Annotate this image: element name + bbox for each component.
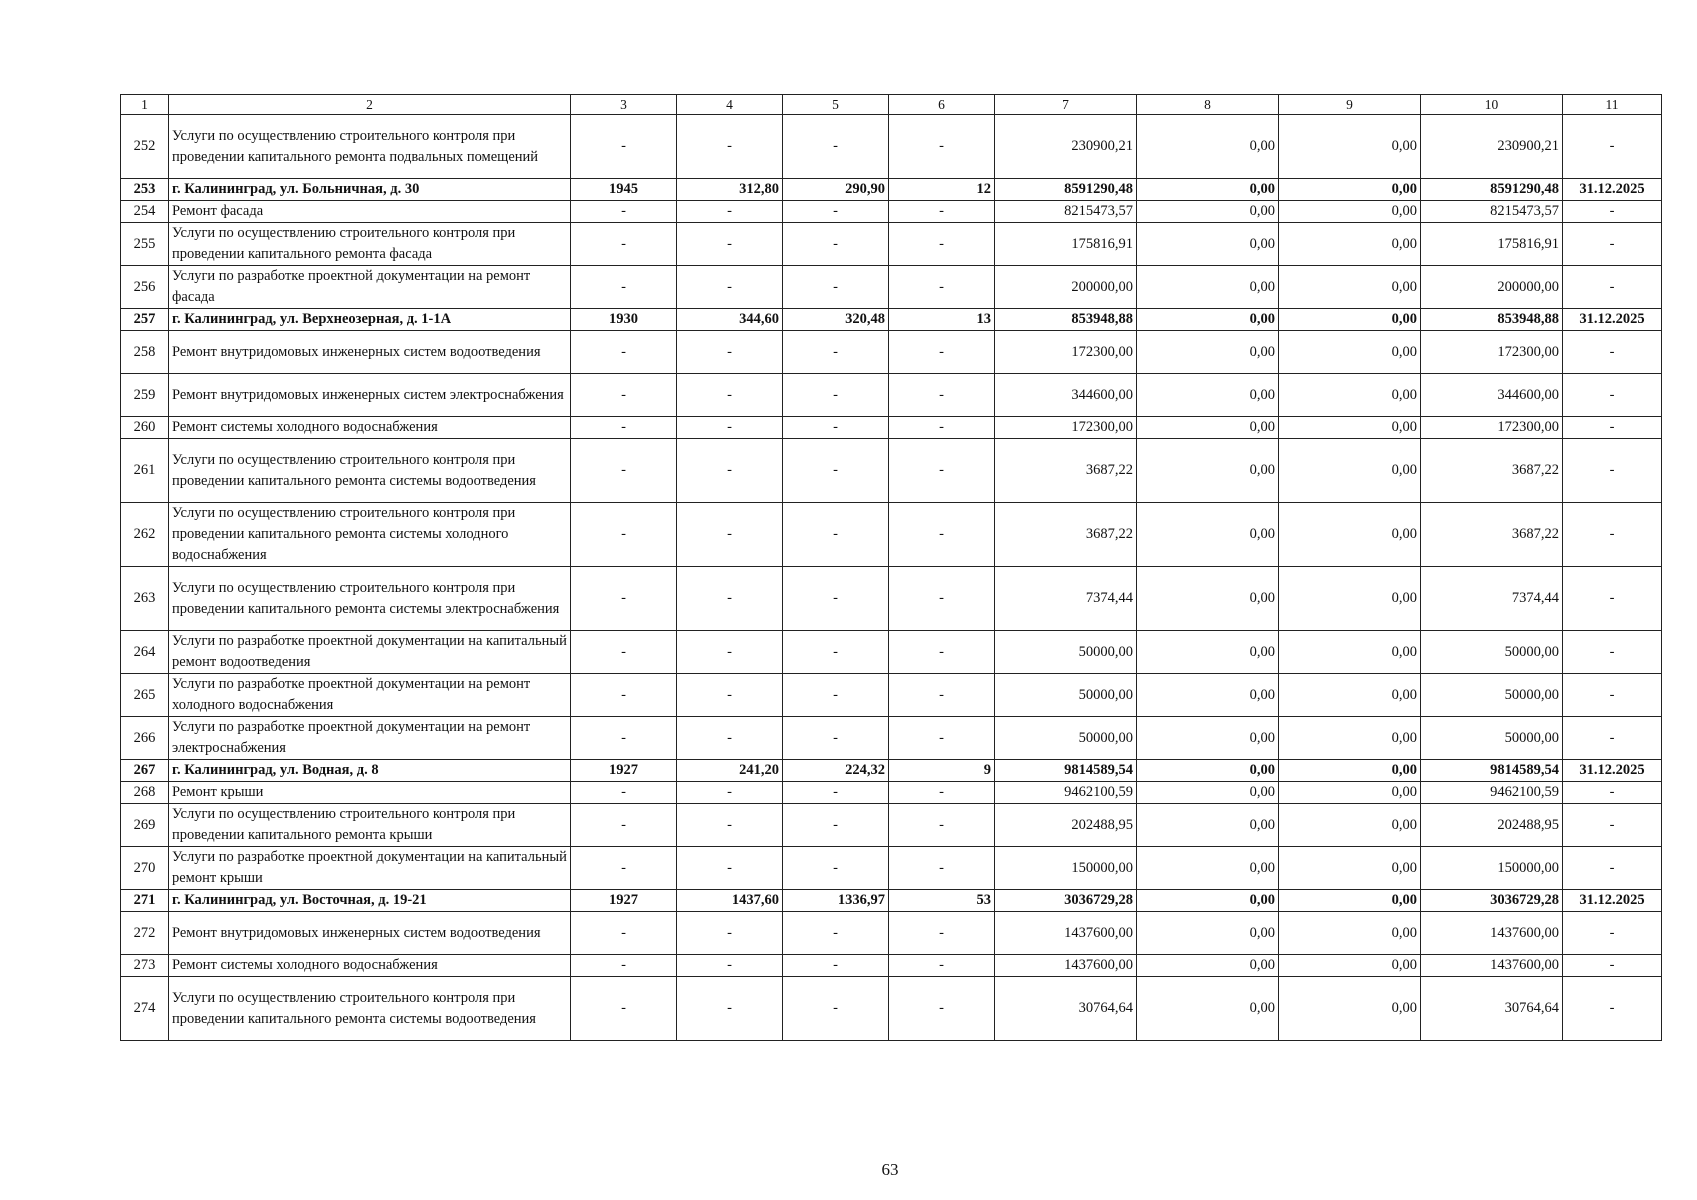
row-number-cell: 264 — [121, 631, 169, 674]
row-number-cell: 270 — [121, 847, 169, 890]
row-number-cell: 268 — [121, 782, 169, 804]
col11-date-cell: - — [1563, 977, 1662, 1041]
table-row — [121, 631, 1662, 674]
row-number-cell: 261 — [121, 439, 169, 503]
col9-cell: 0,00 — [1279, 977, 1421, 1041]
page-number: 63 — [881, 1160, 899, 1179]
row-number-cell: 259 — [121, 374, 169, 417]
col3-cell: - — [571, 266, 677, 309]
col3-cell: - — [571, 201, 677, 223]
col5-cell: - — [783, 266, 889, 309]
row-number-cell: 253 — [121, 179, 169, 201]
col6-cell: 53 — [889, 890, 995, 912]
col6-cell: - — [889, 266, 995, 309]
col7-cost-cell: 1437600,00 — [995, 912, 1137, 955]
col7-cost-cell: 8591290,48 — [995, 179, 1137, 201]
work-description-cell: Ремонт системы холодного водоснабжения — [169, 955, 571, 977]
col5-cell: - — [783, 331, 889, 374]
col5-cell: - — [783, 503, 889, 567]
col11-date-cell: - — [1563, 912, 1662, 955]
col7-cost-cell: 50000,00 — [995, 674, 1137, 717]
col10-cost-cell: 230900,21 — [1421, 115, 1563, 179]
col11-date-cell: - — [1563, 503, 1662, 567]
row-number-cell: 263 — [121, 567, 169, 631]
table-row — [121, 847, 1662, 890]
col11-date-cell: - — [1563, 331, 1662, 374]
column-header: 7 — [995, 95, 1137, 115]
col9-cell: 0,00 — [1279, 439, 1421, 503]
col10-cost-cell: 1437600,00 — [1421, 955, 1563, 977]
work-description-cell: Услуги по осуществлению строительного контроля при проведении капитального ремонта подвальных помещений — [169, 115, 571, 179]
col7-cost-cell: 150000,00 — [995, 847, 1137, 890]
col10-cost-cell: 172300,00 — [1421, 417, 1563, 439]
col3-cell: - — [571, 439, 677, 503]
col5-cell: - — [783, 417, 889, 439]
col3-cell: - — [571, 955, 677, 977]
col10-cost-cell: 8591290,48 — [1421, 179, 1563, 201]
col6-cell: - — [889, 223, 995, 266]
col9-cell: 0,00 — [1279, 266, 1421, 309]
col10-cost-cell: 853948,88 — [1421, 309, 1563, 331]
col7-cost-cell: 50000,00 — [995, 631, 1137, 674]
col8-cell: 0,00 — [1137, 977, 1279, 1041]
work-description-cell: Услуги по осуществлению строительного контроля при проведении капитального ремонта системы водоотведения — [169, 439, 571, 503]
col8-cell: 0,00 — [1137, 717, 1279, 760]
col3-cell: - — [571, 631, 677, 674]
work-description-cell: Услуги по разработке проектной документации на ремонт фасада — [169, 266, 571, 309]
col10-cost-cell: 344600,00 — [1421, 374, 1563, 417]
col4-cell: - — [677, 847, 783, 890]
col11-date-cell: - — [1563, 674, 1662, 717]
row-number-cell: 269 — [121, 804, 169, 847]
col4-cell: 344,60 — [677, 309, 783, 331]
col10-cost-cell: 202488,95 — [1421, 804, 1563, 847]
repair-works-table — [120, 94, 1662, 1041]
col3-cell: - — [571, 503, 677, 567]
col10-cost-cell: 8215473,57 — [1421, 201, 1563, 223]
col4-cell: - — [677, 631, 783, 674]
col10-cost-cell: 9814589,54 — [1421, 760, 1563, 782]
col10-cost-cell: 150000,00 — [1421, 847, 1563, 890]
col9-cell: 0,00 — [1279, 374, 1421, 417]
col6-cell: - — [889, 804, 995, 847]
work-description-cell: г. Калининград, ул. Верхнеозерная, д. 1-1А — [169, 309, 571, 331]
col11-date-cell: - — [1563, 223, 1662, 266]
column-header: 5 — [783, 95, 889, 115]
col7-cost-cell: 172300,00 — [995, 417, 1137, 439]
row-number-cell: 272 — [121, 912, 169, 955]
col3-cell: - — [571, 674, 677, 717]
work-description-cell: Ремонт системы холодного водоснабжения — [169, 417, 571, 439]
col7-cost-cell: 172300,00 — [995, 331, 1137, 374]
col3-cell: - — [571, 374, 677, 417]
column-header: 6 — [889, 95, 995, 115]
work-description-cell: Услуги по разработке проектной документации на ремонт электроснабжения — [169, 717, 571, 760]
col9-cell: 0,00 — [1279, 201, 1421, 223]
col6-cell: - — [889, 439, 995, 503]
col8-cell: 0,00 — [1137, 115, 1279, 179]
col11-date-cell: - — [1563, 631, 1662, 674]
col6-cell: - — [889, 374, 995, 417]
col6-cell: - — [889, 847, 995, 890]
col5-cell: - — [783, 847, 889, 890]
col11-date-cell: - — [1563, 417, 1662, 439]
col11-date-cell: 31.12.2025 — [1563, 890, 1662, 912]
col8-cell: 0,00 — [1137, 890, 1279, 912]
col5-cell: - — [783, 717, 889, 760]
row-number-cell: 273 — [121, 955, 169, 977]
col8-cell: 0,00 — [1137, 567, 1279, 631]
col3-cell: 1927 — [571, 890, 677, 912]
table-row — [121, 912, 1662, 955]
col4-cell: - — [677, 439, 783, 503]
col3-cell: 1930 — [571, 309, 677, 331]
col6-cell: - — [889, 331, 995, 374]
col8-cell: 0,00 — [1137, 374, 1279, 417]
col6-cell: - — [889, 417, 995, 439]
col7-cost-cell: 7374,44 — [995, 567, 1137, 631]
work-description-cell: Услуги по осуществлению строительного контроля при проведении капитального ремонта системы холодного водоснабжения — [169, 503, 571, 567]
col7-cost-cell: 8215473,57 — [995, 201, 1137, 223]
col9-cell: 0,00 — [1279, 223, 1421, 266]
work-description-cell: Услуги по осуществлению строительного контроля при проведении капитального ремонта системы водоотведения — [169, 977, 571, 1041]
row-number-cell: 256 — [121, 266, 169, 309]
col5-cell: - — [783, 223, 889, 266]
table-row — [121, 331, 1662, 374]
col5-cell: 1336,97 — [783, 890, 889, 912]
table-row — [121, 374, 1662, 417]
col11-date-cell: - — [1563, 847, 1662, 890]
col4-cell: - — [677, 266, 783, 309]
col4-cell: - — [677, 374, 783, 417]
col11-date-cell: - — [1563, 567, 1662, 631]
col9-cell: 0,00 — [1279, 503, 1421, 567]
col7-cost-cell: 9462100,59 — [995, 782, 1137, 804]
col11-date-cell: - — [1563, 717, 1662, 760]
col4-cell: 241,20 — [677, 760, 783, 782]
col10-cost-cell: 9462100,59 — [1421, 782, 1563, 804]
col4-cell: - — [677, 201, 783, 223]
col10-cost-cell: 50000,00 — [1421, 674, 1563, 717]
col7-cost-cell: 344600,00 — [995, 374, 1137, 417]
col11-date-cell: - — [1563, 201, 1662, 223]
col3-cell: 1945 — [571, 179, 677, 201]
col5-cell: - — [783, 567, 889, 631]
col8-cell: 0,00 — [1137, 266, 1279, 309]
work-description-cell: Ремонт крыши — [169, 782, 571, 804]
row-number-cell: 255 — [121, 223, 169, 266]
col8-cell: 0,00 — [1137, 804, 1279, 847]
work-description-cell: Услуги по разработке проектной документации на капитальный ремонт крыши — [169, 847, 571, 890]
col6-cell: - — [889, 567, 995, 631]
column-header: 10 — [1421, 95, 1563, 115]
col4-cell: - — [677, 782, 783, 804]
column-number-header-row — [121, 95, 1662, 115]
col10-cost-cell: 50000,00 — [1421, 631, 1563, 674]
col8-cell: 0,00 — [1137, 782, 1279, 804]
col10-cost-cell: 3687,22 — [1421, 439, 1563, 503]
work-description-cell: г. Калининград, ул. Водная, д. 8 — [169, 760, 571, 782]
col11-date-cell: - — [1563, 115, 1662, 179]
col4-cell: - — [677, 674, 783, 717]
row-number-cell: 271 — [121, 890, 169, 912]
col7-cost-cell: 3687,22 — [995, 439, 1137, 503]
col8-cell: 0,00 — [1137, 331, 1279, 374]
col9-cell: 0,00 — [1279, 309, 1421, 331]
col4-cell: - — [677, 503, 783, 567]
col4-cell: - — [677, 417, 783, 439]
table-row — [121, 782, 1662, 804]
table-row — [121, 223, 1662, 266]
col7-cost-cell: 175816,91 — [995, 223, 1137, 266]
column-header: 8 — [1137, 95, 1279, 115]
column-header: 9 — [1279, 95, 1421, 115]
col5-cell: - — [783, 201, 889, 223]
col8-cell: 0,00 — [1137, 201, 1279, 223]
col7-cost-cell: 3036729,28 — [995, 890, 1137, 912]
col11-date-cell: 31.12.2025 — [1563, 309, 1662, 331]
col9-cell: 0,00 — [1279, 782, 1421, 804]
table-row — [121, 201, 1662, 223]
col4-cell: - — [677, 977, 783, 1041]
column-header: 2 — [169, 95, 571, 115]
address-row — [121, 890, 1662, 912]
col9-cell: 0,00 — [1279, 631, 1421, 674]
col7-cost-cell: 50000,00 — [995, 717, 1137, 760]
work-description-cell: Ремонт внутридомовых инженерных систем водоотведения — [169, 912, 571, 955]
work-description-cell: г. Калининград, ул. Восточная, д. 19-21 — [169, 890, 571, 912]
work-description-cell: Услуги по осуществлению строительного контроля при проведении капитального ремонта фасада — [169, 223, 571, 266]
col10-cost-cell: 1437600,00 — [1421, 912, 1563, 955]
col8-cell: 0,00 — [1137, 955, 1279, 977]
col3-cell: - — [571, 847, 677, 890]
col11-date-cell: - — [1563, 266, 1662, 309]
table-body — [121, 95, 1662, 1041]
work-description-cell: Услуги по осуществлению строительного контроля при проведении капитального ремонта системы электроснабжения — [169, 567, 571, 631]
col10-cost-cell: 7374,44 — [1421, 567, 1563, 631]
row-number-cell: 274 — [121, 977, 169, 1041]
col6-cell: - — [889, 674, 995, 717]
table-row — [121, 567, 1662, 631]
col4-cell: - — [677, 955, 783, 977]
col6-cell: - — [889, 115, 995, 179]
table-row — [121, 674, 1662, 717]
col7-cost-cell: 230900,21 — [995, 115, 1137, 179]
row-number-cell: 266 — [121, 717, 169, 760]
address-row — [121, 309, 1662, 331]
work-description-cell: Услуги по разработке проектной документации на ремонт холодного водоснабжения — [169, 674, 571, 717]
col5-cell: - — [783, 912, 889, 955]
row-number-cell: 265 — [121, 674, 169, 717]
col10-cost-cell: 172300,00 — [1421, 331, 1563, 374]
col4-cell: - — [677, 331, 783, 374]
col9-cell: 0,00 — [1279, 890, 1421, 912]
row-number-cell: 252 — [121, 115, 169, 179]
col5-cell: 290,90 — [783, 179, 889, 201]
col8-cell: 0,00 — [1137, 439, 1279, 503]
col6-cell: 13 — [889, 309, 995, 331]
row-number-cell: 254 — [121, 201, 169, 223]
col3-cell: - — [571, 223, 677, 266]
work-description-cell: Услуги по разработке проектной документации на капитальный ремонт водоотведения — [169, 631, 571, 674]
table-row — [121, 115, 1662, 179]
col9-cell: 0,00 — [1279, 115, 1421, 179]
col5-cell: - — [783, 374, 889, 417]
col6-cell: - — [889, 201, 995, 223]
col3-cell: - — [571, 567, 677, 631]
col10-cost-cell: 50000,00 — [1421, 717, 1563, 760]
col8-cell: 0,00 — [1137, 760, 1279, 782]
col4-cell: - — [677, 223, 783, 266]
col5-cell: 224,32 — [783, 760, 889, 782]
address-row — [121, 760, 1662, 782]
col10-cost-cell: 3687,22 — [1421, 503, 1563, 567]
col3-cell: 1927 — [571, 760, 677, 782]
col9-cell: 0,00 — [1279, 955, 1421, 977]
col8-cell: 0,00 — [1137, 179, 1279, 201]
col3-cell: - — [571, 331, 677, 374]
col3-cell: - — [571, 912, 677, 955]
col5-cell: - — [783, 631, 889, 674]
table-row — [121, 503, 1662, 567]
table-row — [121, 439, 1662, 503]
col11-date-cell: - — [1563, 439, 1662, 503]
col8-cell: 0,00 — [1137, 674, 1279, 717]
col6-cell: 9 — [889, 760, 995, 782]
col6-cell: - — [889, 912, 995, 955]
address-row — [121, 179, 1662, 201]
col8-cell: 0,00 — [1137, 912, 1279, 955]
col9-cell: 0,00 — [1279, 912, 1421, 955]
row-number-cell: 257 — [121, 309, 169, 331]
row-number-cell: 267 — [121, 760, 169, 782]
table-row — [121, 804, 1662, 847]
col11-date-cell: - — [1563, 782, 1662, 804]
col3-cell: - — [571, 804, 677, 847]
col7-cost-cell: 853948,88 — [995, 309, 1137, 331]
col11-date-cell: 31.12.2025 — [1563, 179, 1662, 201]
col10-cost-cell: 3036729,28 — [1421, 890, 1563, 912]
col5-cell: - — [783, 804, 889, 847]
col5-cell: - — [783, 439, 889, 503]
col3-cell: - — [571, 977, 677, 1041]
col4-cell: - — [677, 717, 783, 760]
col6-cell: - — [889, 717, 995, 760]
table-row — [121, 955, 1662, 977]
table-row — [121, 266, 1662, 309]
col4-cell: 312,80 — [677, 179, 783, 201]
row-number-cell: 260 — [121, 417, 169, 439]
col6-cell: - — [889, 503, 995, 567]
col3-cell: - — [571, 717, 677, 760]
col7-cost-cell: 30764,64 — [995, 977, 1137, 1041]
col3-cell: - — [571, 115, 677, 179]
table-row — [121, 977, 1662, 1041]
col6-cell: - — [889, 977, 995, 1041]
col7-cost-cell: 1437600,00 — [995, 955, 1137, 977]
col10-cost-cell: 175816,91 — [1421, 223, 1563, 266]
row-number-cell: 262 — [121, 503, 169, 567]
col10-cost-cell: 30764,64 — [1421, 977, 1563, 1041]
col4-cell: - — [677, 115, 783, 179]
work-description-cell: Ремонт фасада — [169, 201, 571, 223]
col6-cell: 12 — [889, 179, 995, 201]
col4-cell: - — [677, 912, 783, 955]
work-description-cell: Ремонт внутридомовых инженерных систем водоотведения — [169, 331, 571, 374]
col7-cost-cell: 3687,22 — [995, 503, 1137, 567]
col4-cell: - — [677, 567, 783, 631]
col8-cell: 0,00 — [1137, 309, 1279, 331]
col9-cell: 0,00 — [1279, 804, 1421, 847]
col9-cell: 0,00 — [1279, 417, 1421, 439]
col11-date-cell: - — [1563, 804, 1662, 847]
col7-cost-cell: 9814589,54 — [995, 760, 1137, 782]
table-row — [121, 717, 1662, 760]
table-row — [121, 417, 1662, 439]
col9-cell: 0,00 — [1279, 674, 1421, 717]
col6-cell: - — [889, 631, 995, 674]
column-header: 3 — [571, 95, 677, 115]
work-description-cell: г. Калининград, ул. Больничная, д. 30 — [169, 179, 571, 201]
col5-cell: - — [783, 674, 889, 717]
col9-cell: 0,00 — [1279, 847, 1421, 890]
col9-cell: 0,00 — [1279, 717, 1421, 760]
col11-date-cell: 31.12.2025 — [1563, 760, 1662, 782]
column-header: 4 — [677, 95, 783, 115]
col8-cell: 0,00 — [1137, 847, 1279, 890]
col9-cell: 0,00 — [1279, 331, 1421, 374]
col6-cell: - — [889, 955, 995, 977]
col4-cell: - — [677, 804, 783, 847]
col4-cell: 1437,60 — [677, 890, 783, 912]
col8-cell: 0,00 — [1137, 631, 1279, 674]
column-header: 1 — [121, 95, 169, 115]
col9-cell: 0,00 — [1279, 760, 1421, 782]
col3-cell: - — [571, 417, 677, 439]
column-header: 11 — [1563, 95, 1662, 115]
col7-cost-cell: 202488,95 — [995, 804, 1137, 847]
col5-cell: - — [783, 782, 889, 804]
col11-date-cell: - — [1563, 955, 1662, 977]
col9-cell: 0,00 — [1279, 179, 1421, 201]
col5-cell: - — [783, 955, 889, 977]
row-number-cell: 258 — [121, 331, 169, 374]
col6-cell: - — [889, 782, 995, 804]
col11-date-cell: - — [1563, 374, 1662, 417]
col8-cell: 0,00 — [1137, 223, 1279, 266]
col9-cell: 0,00 — [1279, 567, 1421, 631]
col8-cell: 0,00 — [1137, 417, 1279, 439]
col5-cell: - — [783, 115, 889, 179]
col10-cost-cell: 200000,00 — [1421, 266, 1563, 309]
work-description-cell: Ремонт внутридомовых инженерных систем электроснабжения — [169, 374, 571, 417]
work-description-cell: Услуги по осуществлению строительного контроля при проведении капитального ремонта крыши — [169, 804, 571, 847]
col5-cell: 320,48 — [783, 309, 889, 331]
col3-cell: - — [571, 782, 677, 804]
col8-cell: 0,00 — [1137, 503, 1279, 567]
col7-cost-cell: 200000,00 — [995, 266, 1137, 309]
col5-cell: - — [783, 977, 889, 1041]
